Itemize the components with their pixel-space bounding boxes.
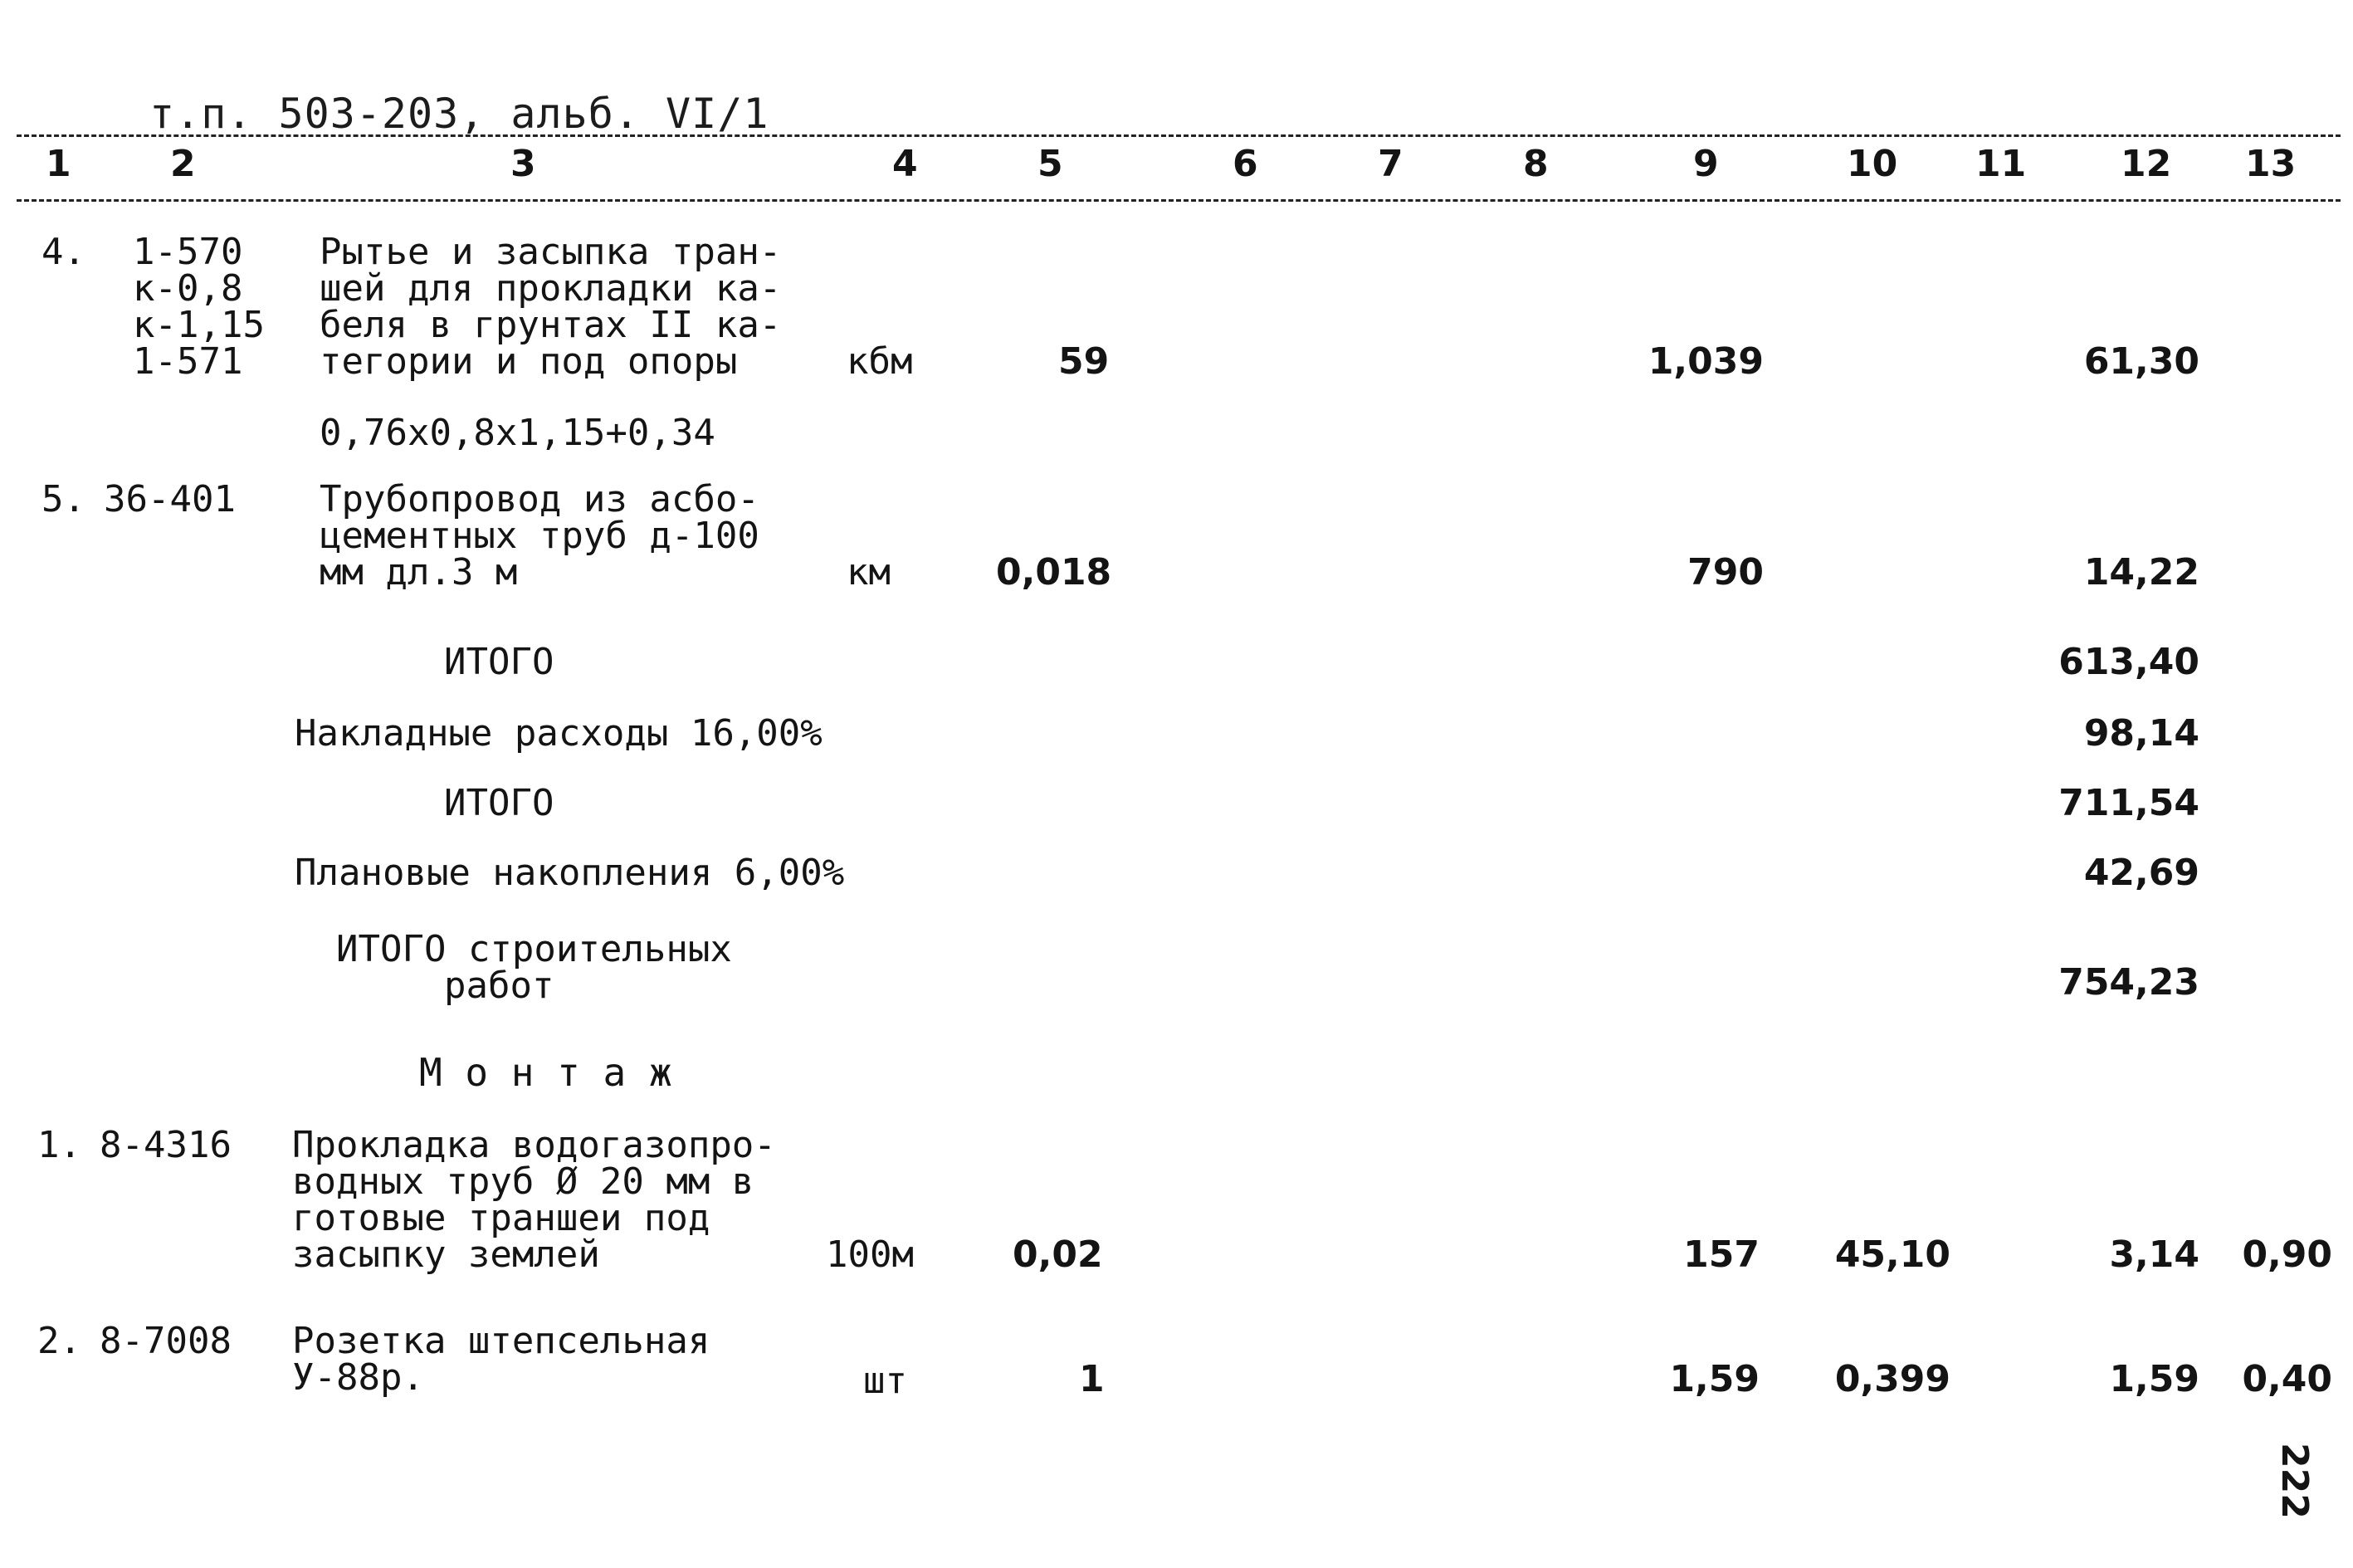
row-description: Рытье и засыпка тран- xyxy=(320,231,782,273)
row-number: 4. xyxy=(41,231,85,273)
overhead-label: Накладные расходы 16,00% xyxy=(295,712,823,755)
row-unit-cost: 1,59 xyxy=(1669,1358,1760,1400)
row-total: 61,30 xyxy=(2083,340,2199,383)
row-description: засыпку землей xyxy=(292,1233,600,1276)
row-labor-cost: 0,399 xyxy=(1834,1358,1950,1400)
row-code: к-1,15 xyxy=(133,304,265,346)
row-total: 1,59 xyxy=(2109,1358,2199,1400)
overhead-value: 98,14 xyxy=(2083,712,2199,755)
row-unit-cost: 790 xyxy=(1687,551,1764,593)
row-code: 36-401 xyxy=(104,478,236,520)
row-quantity: 1 xyxy=(1079,1358,1105,1400)
row-description: Трубопровод из асбо- xyxy=(320,478,759,520)
row-code: 8-4316 xyxy=(100,1124,232,1166)
row-code: 1-570 xyxy=(133,231,243,273)
row-description: беля в грунтах II ка- xyxy=(320,304,782,346)
row-code: 1-571 xyxy=(133,340,243,383)
document-reference: т.п. 503-203, альб. VI/1 xyxy=(149,90,769,138)
row-description: шей для прокладки ка- xyxy=(320,267,782,310)
column-header: 10 xyxy=(1847,143,1898,185)
column-header: 7 xyxy=(1378,143,1404,185)
row-code: 8-7008 xyxy=(100,1320,232,1362)
row-description: цементных труб д-100 xyxy=(320,515,759,557)
section-title: М о н т а ж xyxy=(419,1050,672,1095)
row-unit: шт xyxy=(863,1360,907,1402)
row-description: готовые траншеи под xyxy=(292,1197,710,1239)
column-header: 9 xyxy=(1693,143,1719,185)
row-formula: 0,76х0,8х1,15+0,34 xyxy=(320,412,715,454)
total-label: ИТОГО xyxy=(444,782,554,824)
row-description: Розетка штепсельная xyxy=(292,1320,710,1362)
column-header: 13 xyxy=(2245,143,2297,185)
construction-total-label: работ xyxy=(444,965,554,1007)
row-description: мм дл.3 м xyxy=(320,551,518,593)
row-total: 14,22 xyxy=(2083,551,2199,593)
column-header: 6 xyxy=(1233,143,1258,185)
planned-savings-label: Плановые накопления 6,00% xyxy=(295,852,845,894)
header-rule xyxy=(17,199,2341,202)
column-header: 12 xyxy=(2121,143,2172,185)
row-unit-cost: 1,039 xyxy=(1648,340,1764,383)
row-quantity: 0,018 xyxy=(996,551,1112,593)
total-value: 711,54 xyxy=(2058,782,2199,824)
planned-savings-value: 42,69 xyxy=(2083,852,2199,894)
top-rule xyxy=(17,134,2341,137)
row-unit-cost: 157 xyxy=(1683,1233,1760,1276)
column-header: 3 xyxy=(510,143,536,185)
row-number: 2. xyxy=(37,1320,81,1362)
row-description: У-88р. xyxy=(292,1356,424,1399)
row-quantity: 0,02 xyxy=(1013,1233,1103,1276)
row-unit: км xyxy=(847,551,891,593)
column-header: 2 xyxy=(170,143,196,185)
row-total: 3,14 xyxy=(2109,1233,2199,1276)
row-quantity: 59 xyxy=(1058,340,1110,383)
construction-total-label: ИТОГО строительных xyxy=(336,928,732,970)
row-description: Прокладка водогазопро- xyxy=(292,1124,776,1166)
column-header: 5 xyxy=(1037,143,1063,185)
row-number: 1. xyxy=(37,1124,81,1166)
row-number: 5. xyxy=(41,478,85,520)
row-unit: 100м xyxy=(826,1233,914,1276)
column-header: 1 xyxy=(46,143,71,185)
row-labor-total: 0,40 xyxy=(2242,1358,2332,1400)
row-description: тегории и под опоры xyxy=(320,340,738,383)
total-value: 613,40 xyxy=(2058,641,2199,683)
column-header: 11 xyxy=(1975,143,2027,185)
construction-total-value: 754,23 xyxy=(2058,961,2199,1004)
row-labor-total: 0,90 xyxy=(2242,1233,2332,1276)
total-label: ИТОГО xyxy=(444,641,554,683)
column-header: 4 xyxy=(892,143,918,185)
row-code: к-0,8 xyxy=(133,267,243,310)
row-labor-cost: 45,10 xyxy=(1834,1233,1950,1276)
row-unit: кбм xyxy=(847,340,913,383)
page-number: 222 xyxy=(2273,1443,2316,1519)
column-header: 8 xyxy=(1523,143,1549,185)
row-description: водных труб Ø 20 мм в xyxy=(292,1160,754,1203)
